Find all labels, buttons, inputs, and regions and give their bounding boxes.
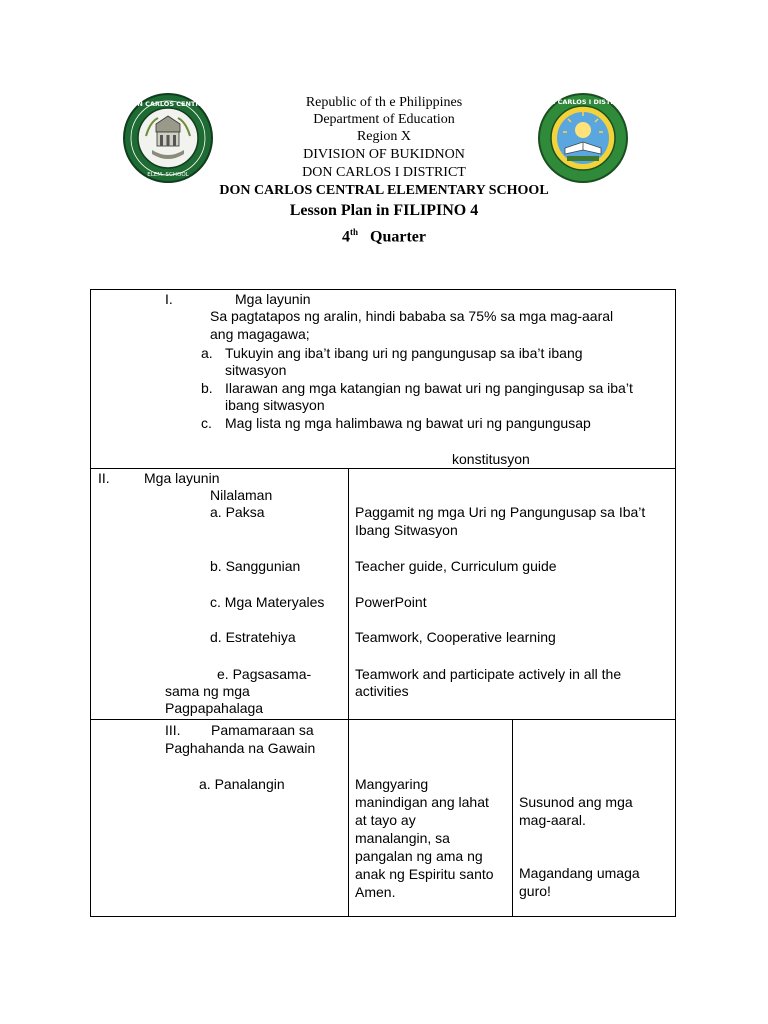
student-line: mag-aaral. (519, 812, 586, 828)
objective-a-line2: sitwasyon (225, 362, 287, 378)
section-ii-subheading: Nilalaman (210, 487, 273, 503)
header-district: DON CARLOS I DISTRICT (302, 165, 466, 180)
header-division: DIVISION OF BUKIDNON (303, 147, 465, 162)
section-i-numeral: I. (165, 291, 173, 307)
header-region: Region X (356, 129, 412, 144)
content-label-pagsasama-line3: Pagpapahalaga (165, 700, 264, 716)
district-seal-logo (537, 92, 629, 184)
column-divider-right (512, 720, 513, 916)
section-procedure (91, 720, 675, 916)
svg-text:ELEM. SCHOOL: ELEM. SCHOOL (147, 172, 189, 178)
content-label-pagsasama-line1: e. Pagsasama- (217, 666, 312, 682)
svg-text:DON CARLOS I DISTRICT: DON CARLOS I DISTRICT (538, 98, 628, 106)
header-department: Department of Education (313, 112, 455, 127)
student-line: Susunod ang mga (519, 794, 633, 810)
column-divider-left (348, 720, 349, 916)
objectives-intro-line2: ang magagawa; (210, 326, 310, 342)
content-value-paksa-line1: Paggamit ng mga Uri ng Pangungusap sa Iba’t (355, 504, 646, 520)
quarter-word: Quarter (370, 228, 426, 246)
section-objectives (91, 290, 675, 469)
document-header (0, 0, 768, 260)
procedure-label-panalangin: a. Panalangin (199, 776, 285, 792)
content-value-paksa-line2: Ibang Sitwasyon (355, 522, 458, 538)
teacher-prayer-text (355, 775, 494, 901)
lesson-plan-table (90, 289, 676, 917)
content-value-materyales: PowerPoint (355, 594, 427, 610)
section-iii-heading-line2: Paghahanda na Gawain (165, 740, 316, 756)
section-ii-numeral: II. (98, 470, 110, 486)
content-label-estratehiya: d. Estratehiya (210, 629, 296, 645)
content-label-pagsasama-line2: sama ng mga (165, 683, 250, 699)
district-seal-icon (537, 92, 629, 184)
teacher-line: Amen. (355, 884, 396, 900)
teacher-line: pangalan ng ama ng (355, 848, 483, 864)
objective-b-line1: Ilarawan ang mga katangian ng bawat uri ng pangingusap sa iba’t (225, 380, 633, 396)
student-line: guro! (519, 883, 551, 899)
column-divider (348, 469, 349, 719)
lesson-plan-title: Lesson Plan in FILIPINO 4 (289, 202, 479, 219)
section-ii-heading: Mga layunin (144, 470, 220, 486)
content-label-materyales: c. Mga Materyales (210, 594, 325, 610)
objective-b-letter: b. (201, 380, 213, 396)
teacher-line: Mangyaring (355, 776, 429, 792)
quarter-suffix: th (350, 227, 359, 237)
teacher-line: manindigan ang lahat (355, 794, 489, 810)
objective-b-line2: ibang sitwasyon (225, 397, 325, 413)
school-name: DON CARLOS CENTRAL ELEMENTARY SCHOOL (219, 183, 549, 198)
objectives-intro-line1: Sa pagtatapos ng aralin, hindi bababa sa 75% sa mga mag-aaral (210, 308, 614, 324)
quarter-number: 4 (342, 228, 350, 246)
section-iii-numeral: III. (165, 722, 181, 738)
content-label-sanggunian: b. Sanggunian (210, 558, 301, 574)
student-response-1 (519, 793, 633, 829)
teacher-line: anak ng Espiritu santo (355, 866, 494, 882)
teacher-line: at tayo ay (355, 812, 416, 828)
content-label-paksa: a. Paksa (210, 504, 265, 520)
objective-a-letter: a. (201, 345, 213, 361)
section-iii-heading-line1: Pamamaraan sa (211, 722, 314, 738)
student-line: Magandang umaga (519, 865, 640, 881)
content-value-pagsasama-line1: Teamwork and participate actively in all the (355, 666, 622, 682)
header-republic: Republic of th e Philippines (305, 95, 463, 110)
section-i-heading: Mga layunin (235, 291, 311, 307)
content-value-pagsasama-line2: activities (355, 683, 409, 699)
objective-c-letter: c. (201, 415, 212, 431)
content-value-estratehiya: Teamwork, Cooperative learning (355, 629, 556, 645)
quarter-label (0, 224, 768, 245)
svg-text:DON CARLOS CENTRAL: DON CARLOS CENTRAL (126, 100, 210, 108)
objectives-footer: konstitusyon (452, 451, 530, 467)
objective-a-line1: Tukuyin ang iba’t ibang uri ng pangungusap sa iba’t ibang (225, 345, 583, 361)
content-value-sanggunian: Teacher guide, Curriculum guide (355, 558, 557, 574)
section-content (91, 469, 675, 720)
teacher-line: manalangin, sa (355, 830, 450, 846)
student-response-2 (519, 864, 640, 900)
objective-c-line1: Mag lista ng mga halimbawa ng bawat uri ng pangungusap (225, 415, 591, 431)
